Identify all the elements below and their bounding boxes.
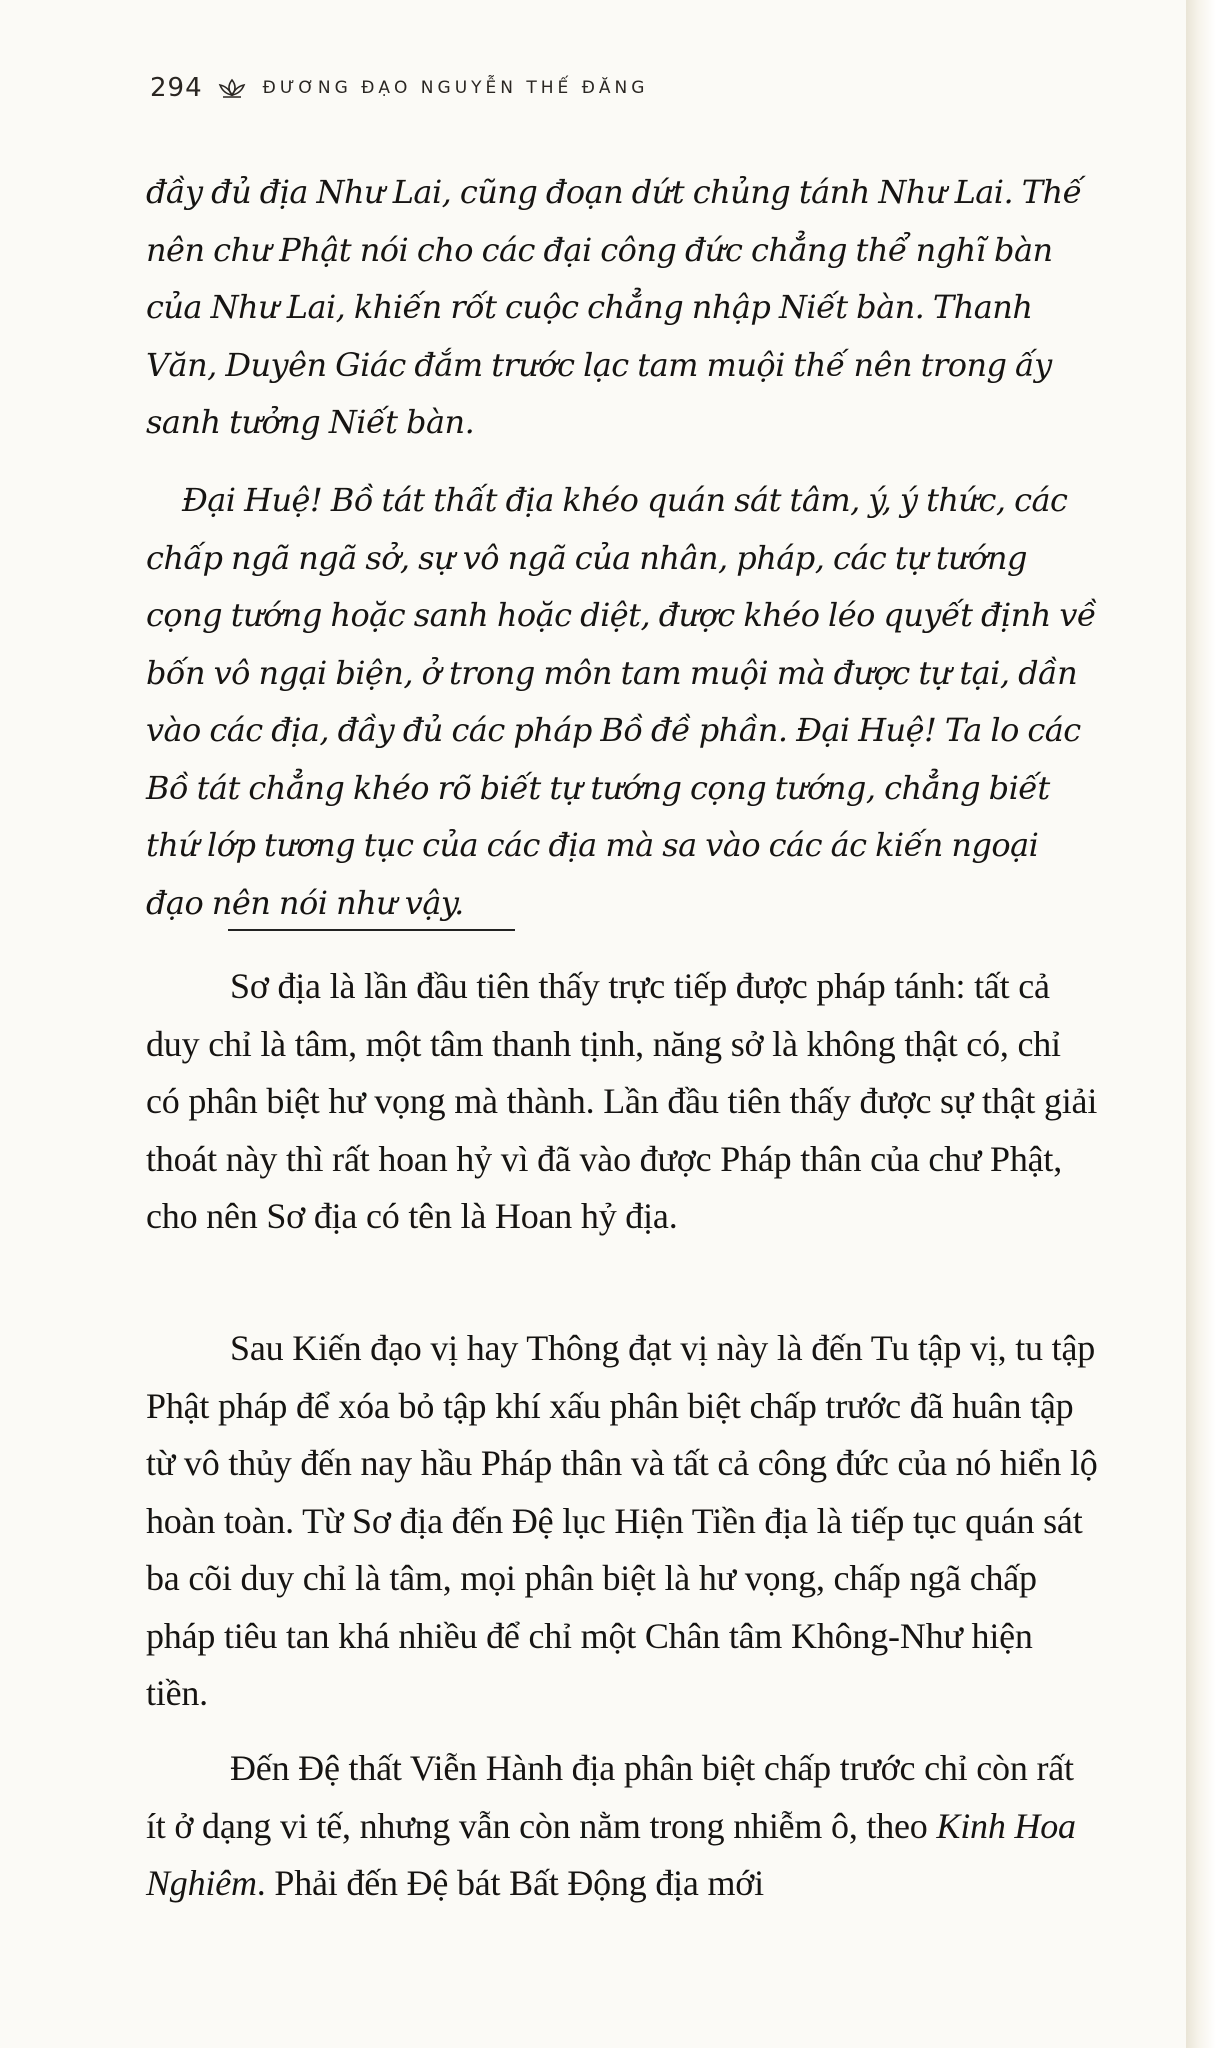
quote-paragraph-2: Đại Huệ! Bồ tát thất địa khéo quán sát tâm, ý, ý thức, các chấp ngã ngã sở, sự vô ngã của nhân, pháp, các tự tướng cọng tướng hoặc sanh hoặc diệt, được khéo léo quyết định về bốn vô ngại biện, ở trong môn tam muội mà được tự tại, dần vào các địa, đầy đủ các pháp Bồ đề phần. Đại Huệ! Ta lo các Bồ tát chẳng khéo rõ biết tự tướng cọng tướng, chẳng biết thứ lớp tương tục của các địa mà sa vào các ác kiến ngoại đạo nên nói như vậy. [146,481,1097,922]
body-paragraph-3-text-a: Đến Đệ thất Viễn Hành địa phân biệt chấp trước chỉ còn rất ít ở dạng vi tế, nhưng vẫn còn nằm trong nhiễm ô, theo [146,1748,1074,1846]
body-paragraph-3 [146,1740,1101,1913]
body-paragraph-3-text-b: . Phải đến Đệ bát Bất Động địa mới [256,1863,764,1903]
page-number: 294 [150,73,203,103]
body-paragraph-1: Sơ địa là lần đầu tiên thấy trực tiếp được pháp tánh: tất cả duy chỉ là tâm, một tâm thanh tịnh, năng sở là không thật có, chỉ có phân biệt hư vọng mà thành. Lần đầu tiên thấy được sự thật giải thoát này thì rất hoan hỷ vì đã vào được Pháp thân của chư Phật, cho nên Sơ địa có tên là Hoan hỷ địa. [146,966,1098,1236]
lotus-icon [217,77,247,99]
sutra-title: Kinh Hoa Nghiêm [146,1805,1076,1903]
binding-shadow [1186,0,1216,2048]
section-divider [228,929,515,931]
quote-paragraph-1: đầy đủ địa Như Lai, cũng đoạn dứt chủng tánh Như Lai. Thế nên chư Phật nói cho các đại công đức chẳng thể nghĩ bàn của Như Lai, khiến rốt cuộc chẳng nhập Niết bàn. Thanh Văn, Duyên Giác đắm trước lạc tam muội thế nên trong ấy sanh tưởng Niết bàn. [146,173,1082,441]
running-title: ĐƯƠNG ĐẠO NGUYỄN THẾ ĐĂNG [262,78,649,98]
body-paragraph-2: Sau Kiến đạo vị hay Thông đạt vị này là đến Tu tập vị, tu tập Phật pháp để xóa bỏ tập khí xấu phân biệt chấp trước đã huân tập từ vô thủy đến nay hầu Pháp thân và tất cả công đức của nó hiển lộ hoàn toàn. Từ Sơ địa đến Đệ lục Hiện Tiền địa là tiếp tục quán sát ba cõi duy chỉ là tâm, mọi phân biệt là hư vọng, chấp ngã chấp pháp tiêu tan khá nhiều để chỉ một Chân tâm Không-Như hiện tiền. [146,1328,1098,1713]
running-header [150,70,648,106]
